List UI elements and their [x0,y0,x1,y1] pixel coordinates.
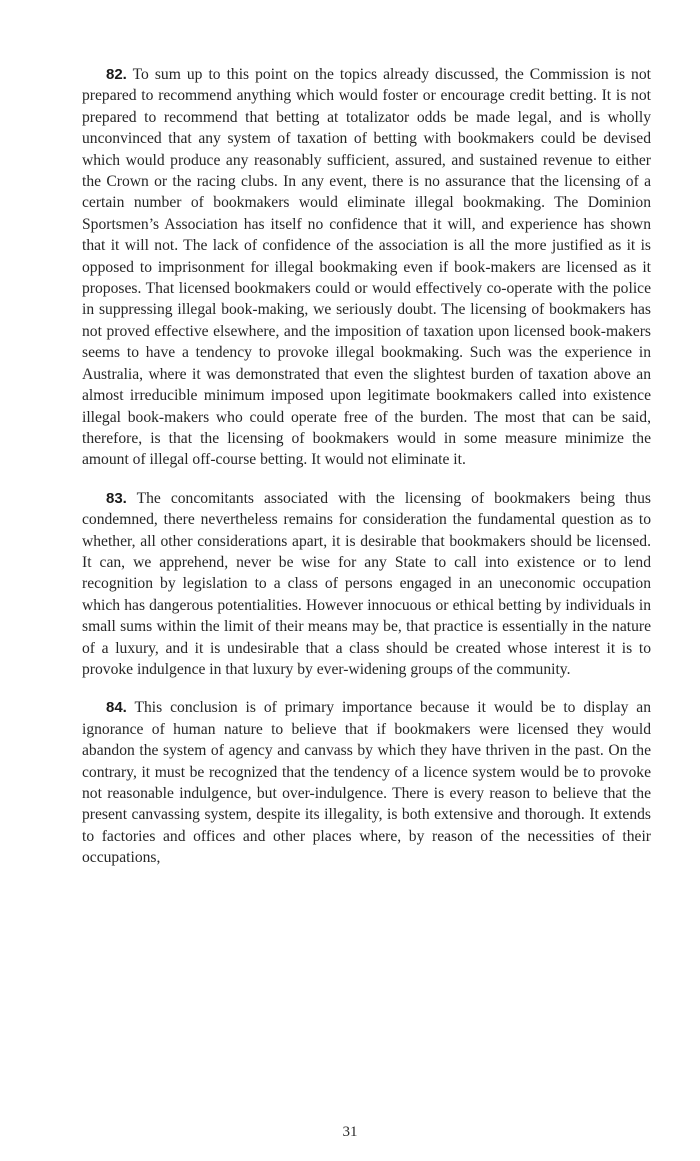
paragraph-text: This conclusion is of primary importance because it would be to display an ignorance of human nature to believe that if bookmakers were licensed they would abandon the system of agency and canvass by which they have thriven in the past. On the contrary, it must be recognized that the tendency of a licence system would be to provoke not reasonable indulgence, but over-indulgence. There is every reason to believe that the present canvassing system, despite its illegality, is both extensive and thorough. It extends to factories and offices and other places where, by reason of the necessities of their occupations, [82,699,651,867]
paragraph-text: To sum up to this point on the topics already discussed, the Commission is not prepared to recommend anything which would foster or encourage credit betting. It is not prepared to recommend that betting at totalizator odds be made legal, and is wholly unconvinced that any system of taxation of betting with bookmakers could be devised which would produce any reasonably sufficient, assured, and sustained revenue to either the Crown or the racing clubs. In any event, there is no assurance that the licensing of a certain number of bookmakers would eliminate illegal bookmaking. The Dominion Sportsmen’s Association has itself no confidence that it will, and experience has shown that it will not. The lack of confidence of the association is all the more justified as it is opposed to imprisonment for illegal bookmaking even if book-makers are licensed as it proposes. That licensed bookmakers could or would effectively co-operate with the police in suppressing illegal book-making, we seriously doubt. The licensing of bookmakers has not proved effective elsewhere, and the imposition of taxation upon licensed book-makers seems to have a tendency to provoke illegal bookmaking. Such was the experience in Australia, where it was demonstrated that even the slightest burden of taxation above an almost irreducible minimum imposed upon legitimate bookmakers called into existence illegal book-makers who could operate free of the burden. The most that can be said, therefore, is that the licensing of bookmakers would in some measure minimize the amount of illegal off-course betting. It would not eliminate it. [82,66,651,469]
paragraph-84 [82,697,651,868]
paragraph-83 [82,488,651,681]
paragraph-number: 83. [106,489,127,507]
paragraph-number: 82. [106,66,127,83]
paragraph-82 [82,64,651,471]
paragraph-number: 84. [106,699,127,717]
page-number: 31 [342,1124,358,1140]
page-body [82,64,651,886]
paragraph-text: The concomitants associated with the licensing of bookmakers being thus condemned, there nevertheless remains for consideration the fundamental question as to whether, all other considerations apart, it is desirable that bookmakers should be licensed. It can, we apprehend, never be wise for any State to call into existence or to lend recognition by legislation to a class of persons engaged in an uneconomic occupation which has dangerous potentialities. However innocuous or ethical betting by individuals in small sums within the limit of their means may be, that practice is essentially in the nature of a luxury, and it is undesirable that a class should be created whose interest it is to provoke indulgence in that luxury by ever-widening groups of the community. [82,489,651,678]
